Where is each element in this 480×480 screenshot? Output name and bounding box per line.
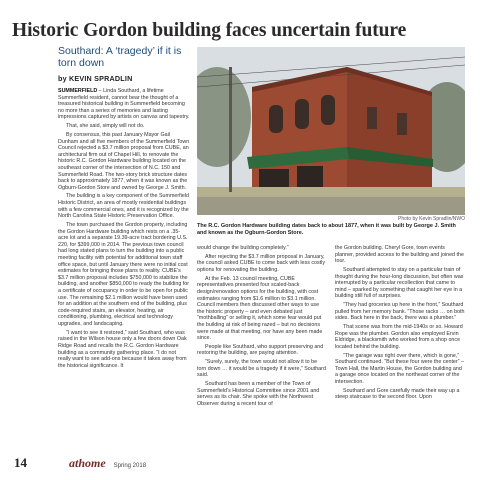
page-footer (14, 455, 314, 471)
article-paragraph (58, 123, 190, 130)
paragraph-text: People like Southard, who support preserving and restoring the building, are paying attention. (197, 343, 324, 357)
paragraph-text: “They had groceries up here in the front,” Southard pulled from her memory bank. “Those racks … on both sides. Back here in the back, there was a plumber.” (335, 302, 465, 322)
article-paragraph (197, 254, 327, 274)
article-paragraph (335, 324, 465, 350)
headline: Historic Gordon building faces uncertain future (12, 20, 407, 41)
article-column-2 (197, 245, 327, 410)
paragraph-text: “I want to see it restored,” said Southard, who was raised in the Wilson house only a few doors down Oak Ridge Road and recalls the R.C. Gordon Hardware building as a community gathering place. “I do not really want to see add-ons because it takes away from the historical significance. It (58, 329, 187, 369)
photo-credit: Photo by Kevin Spradlin/NWO (398, 216, 465, 222)
paragraph-text: “The garage was right over there, which is gone,” Southard continued. “But these four were the center” – Town Hall, the Martin House, the Gordon building and a garage once located on the northeast corner of the intersection. (335, 352, 464, 386)
paragraph-text: Southard and Gore carefully made their way up a steep staircase to the second floor. Upon (335, 387, 460, 401)
article-paragraph (58, 88, 190, 121)
dateline: SUMMERFIELD (58, 88, 98, 94)
article-paragraph (335, 267, 465, 300)
article-paragraph (335, 353, 465, 386)
byline: by KEVIN SPRADLIN (58, 74, 133, 83)
article-paragraph (197, 344, 327, 357)
brick-building-illustration (197, 47, 465, 215)
paragraph-text: That scene was from the mid-1940s or so. Howard Rope was the plumber. Gordon also employed Ervin Eldridge, a blacksmith who worked from a shop once located behind the building. (335, 324, 463, 350)
paragraph-text: Southard attempted to stay on a particular train of thought during the hour-long discussion, but often was interrupted by a particular recollection that came to mind – sparked by something that caught her eye in a building still full of surprises. (335, 266, 464, 300)
paragraph-text: the Gordon building. Cheryl Gore, town events planner, provided access to the building and joined the tour. (335, 245, 464, 265)
article-paragraph (197, 276, 327, 342)
paragraph-text: After rejecting the $3.7 million proposal in January, the council asked CUBE to come back with less costly options for renovating the building. (197, 253, 326, 273)
article-paragraph (58, 193, 190, 219)
article-paragraph (335, 302, 465, 322)
page-number: 14 (14, 455, 27, 470)
paragraph-text: The town purchased the Gordon property, including the Gordon Hardware building which rests on a .35-acre lot and a separate 19.39-acre tract bordering U.S. 220, for $399,000 in 2014. The previous town council had long stated plans to turn the building into a public meeting facility with potential for additional town staff office space, but until January there were no initial cost estimates for bringing those plans to reality. CUBE’s $3.7 million proposal includes $750,000 to stabilize the building, and another $850,000 to ready the building for a certificate of occupancy in order to be open for public use. The remaining $2.1 million would have been used for an addition at the southern end of the building, plus code-required stairs, an elevator, heating, air conditioning, plumbing, electrical and technology upgrades, and landscaping. (58, 222, 190, 327)
article-paragraph (58, 330, 190, 370)
article-paragraph (335, 388, 465, 401)
paragraph-text: By consensus, this past January Mayor Gail Dunham and all five members of the Summerfield Town Council rejected a $3.7 million proposal from CUBE, an architectural firm out of Chapel Hill, to renovate the historic R.C. Gordon Hardware building located on the southeast corner of the intersection of N.C. 150 and Summerfield Road. The two-story brick structure dates back to approximately 1877, when it was known as the Ogburn-Gordon Store and owned by George J. Smith. (58, 131, 190, 191)
article-paragraph (335, 245, 465, 265)
deck-subheading: Southard: A ‘tragedy’ if it is torn down (58, 45, 182, 69)
magazine-brand-logo: athome (69, 456, 106, 470)
issue-date: Spring 2018 (113, 463, 147, 469)
article-column-1 (58, 88, 190, 371)
article-paragraph (58, 132, 190, 191)
paragraph-text: At the Feb. 13 council meeting, CUBE representatives presented four scaled-back design/renovation options for the building, with cost estimates ranging from $1.6 million to $3.1 million. Council members then discussed other ways to use the historic property – and even debated just “mothballing” or selling it, which some fear would put the building at risk of being razed – but no decisions were made at that meeting, nor have any been made since. (197, 275, 323, 342)
paragraph-text: “Surely, surely, the town would not allow it to be torn down … it would be a tragedy if it were,” Southard said. (197, 359, 326, 379)
building-photo (197, 47, 465, 215)
article-column-3 (335, 245, 465, 403)
article-paragraph (197, 245, 327, 252)
paragraph-text: Southard has been a member of the Town of Summerfield’s Historical Committee since 2001 and serves as its chair. She spoke with the Northwest Observer during a recent tour of (197, 381, 320, 407)
paragraph-text: would change the building completely.” (197, 245, 289, 251)
paragraph-text: The building is a key component of the Summerfield Historic District, an area of mostly residential buildings with a few commercial ones, and it is recognized by the North Carolina State Historic Preservation Office. (58, 193, 189, 220)
paragraph-text: – Linda Southard, a lifetime Summerfield resident, cannot bear the thought of a treasured historical building in Summerfield becoming no more than a series of memories and lasting impressions captured by artists on canvas and tapestry. (58, 88, 190, 121)
article-paragraph (197, 381, 327, 407)
article-paragraph (58, 222, 190, 328)
photo-caption: The R.C. Gordon Hardware building dates back to about 1877, when it was built by George J. Smith and known as the Ogburn-Gordon Store. (197, 223, 456, 236)
paragraph-text: That, she said, simply will not do. (66, 123, 145, 130)
article-paragraph (197, 359, 327, 379)
